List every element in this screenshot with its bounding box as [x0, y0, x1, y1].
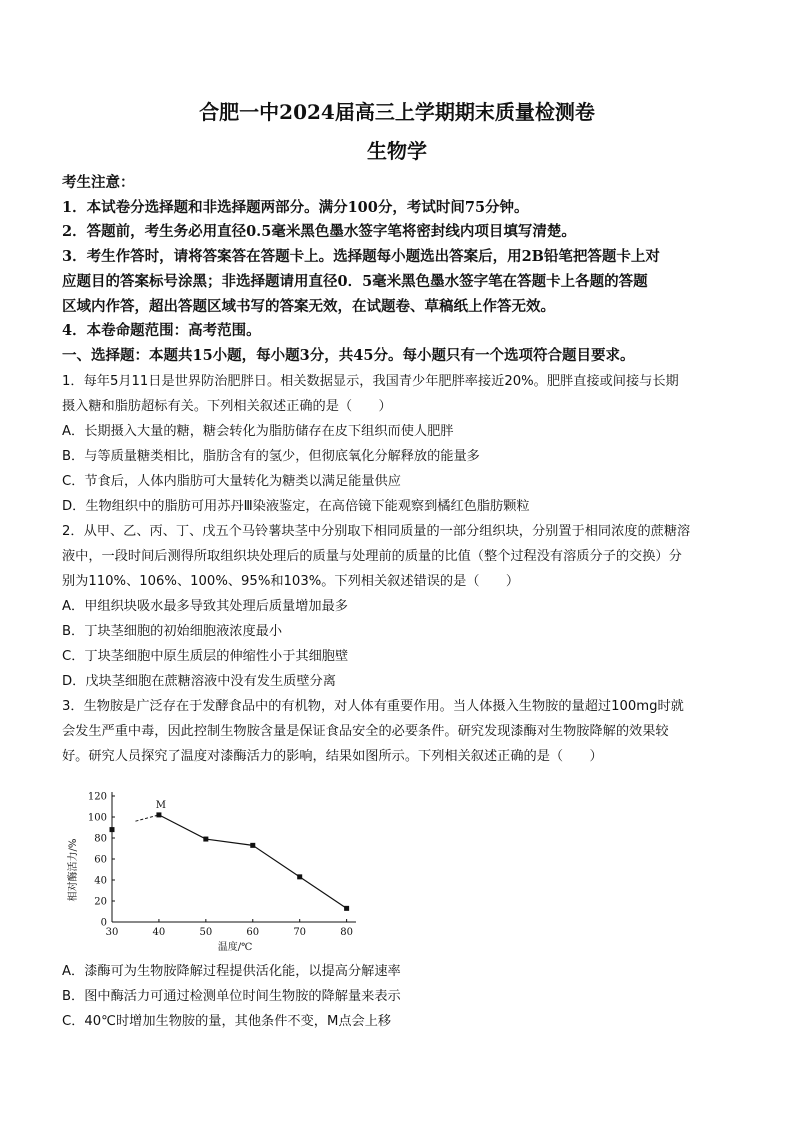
notice-3-line-1: 3．考生作答时，请将答案答在答题卡上。选择题每小题选出答案后，用2B铅笔把答题卡上对 — [62, 248, 660, 265]
notice-2: 2．答题前，考生务必用直径0.5毫米黑色墨水签字笔将密封线内项目填写清楚。 — [62, 223, 576, 240]
x-tick-label: 80 — [340, 927, 353, 938]
y-tick-label: 0 — [100, 917, 107, 929]
data-point — [250, 843, 255, 848]
q2-option-a: A．甲组织块吸水最多导致其处理后质量增加最多 — [62, 599, 348, 614]
y-tick-label: 40 — [94, 875, 107, 887]
q2-stem-line-1: 2．从甲、乙、丙、丁、戊五个马铃薯块茎中分别取下相同质量的一部分组织块，分别置于相同浓度的蔗糖溶 — [62, 524, 691, 539]
q2-option-b: B．丁块茎细胞的初始细胞液浓度最小 — [62, 624, 283, 639]
q1-option-a: A．长期摄入大量的糖，糖会转化为脂肪储存在皮下组织而使人肥胖 — [62, 424, 454, 439]
x-tick-label: 50 — [199, 927, 213, 938]
notice-3-line-3: 区域内作答，超出答题区域书写的答案无效，在试题卷、草稿纸上作答无效。 — [62, 298, 555, 315]
section-heading: 一、选择题：本题共15小题，每小题3分，共45分。每小题只有一个选项符合题目要求。 — [62, 347, 635, 364]
y-tick-label: 120 — [87, 791, 107, 803]
q3-stem-line-2: 会发生严重中毒，因此控制生物胺含量是保证食品安全的必要条件。研究发现漆酶对生物胺降解的效果较 — [62, 724, 669, 739]
q3-stem-line-1: 3．生物胺是广泛存在于发酵食品中的有机物，对人体有重要作用。当人体摄入生物胺的量超过100mg时就 — [62, 699, 684, 714]
axis-marker — [110, 827, 115, 832]
data-point — [297, 874, 302, 879]
q2-option-c: C．丁块茎细胞中原生质层的伸缩性小于其细胞壁 — [62, 649, 349, 664]
x-tick-label: 60 — [246, 927, 260, 938]
data-point — [344, 906, 349, 911]
y-tick-label: 60 — [94, 854, 107, 866]
notice-4: 4．本卷命题范围：高考范围。 — [62, 322, 261, 339]
data-point — [156, 812, 161, 817]
q1-option-c: C．节食后，人体内脂肪可大量转化为糖类以满足能量供应 — [62, 474, 401, 489]
q1-stem-line-2: 摄入糖和脂肪超标有关。下列相关叙述正确的是（ ） — [62, 399, 392, 414]
notice-1: 1．本试卷分选择题和非选择题两部分。满分100分，考试时间75分钟。 — [62, 199, 529, 216]
data-point — [203, 837, 208, 842]
chart-axes — [112, 792, 356, 922]
q2-option-d: D．戊块茎细胞在蔗糖溶液中没有发生质壁分离 — [62, 674, 336, 689]
notice-heading: 考生注意： — [62, 174, 135, 191]
chart-x-label: 温度/℃ — [217, 942, 253, 953]
q3-option-c: C．40℃时增加生物胺的量，其他条件不变，M点会上移 — [62, 1014, 392, 1029]
y-tick-label: 20 — [94, 896, 107, 908]
q3-stem-line-3: 好。研究人员探究了温度对漆酶活力的影响，结果如图所示。下列相关叙述正确的是（ ） — [62, 749, 603, 764]
q2-stem-line-3: 别为110%、106%、100%、95%和103%。下列相关叙述错误的是（ ） — [62, 574, 520, 589]
x-tick-label: 30 — [105, 927, 119, 938]
x-tick-label: 70 — [293, 927, 307, 938]
q1-option-d: D．生物组织中的脂肪可用苏丹Ⅲ染液鉴定，在高倍镜下能观察到橘红色脂肪颗粒 — [62, 499, 530, 514]
q1-option-b: B．与等质量糖类相比，脂肪含有的氢少，但彻底氧化分解释放的能量多 — [62, 449, 480, 464]
chart-y-label: 相对酶活力/% — [68, 838, 79, 902]
notice-3-line-2: 应题目的答案标号涂黑；非选择题请用直径0．5毫米黑色墨水签字笔在答题卡上各题的答题 — [62, 273, 648, 290]
series-dashed-segment — [135, 815, 158, 821]
exam-title: 合肥一中2024届高三上学期期末质量检测卷 — [199, 100, 595, 124]
series-line — [159, 815, 347, 908]
point-label-m: M — [155, 799, 167, 811]
q3-option-a: A．漆酶可为生物胺降解过程提供活化能，以提高分解速率 — [62, 964, 401, 979]
chart-series — [110, 800, 350, 911]
q3-option-b: B．图中酶活力可通过检测单位时间生物胺的降解量来表示 — [62, 989, 401, 1004]
q1-stem-line-1: 1．每年5月11日是世界防治肥胖日。相关数据显示，我国青少年肥胖率接近20%。肥胖直接或间接与长期 — [62, 374, 679, 389]
x-tick-label: 40 — [152, 927, 166, 938]
chart-ticks — [88, 792, 353, 939]
subject-title: 生物学 — [367, 139, 427, 163]
q2-stem-line-2: 液中，一段时间后测得所取组织块处理后的质量与处理前的质量的比值（整个过程没有溶质分子的交换）分 — [62, 549, 682, 564]
y-tick-label: 100 — [87, 812, 107, 824]
y-tick-label: 80 — [94, 833, 107, 845]
enzyme-activity-chart — [62, 782, 372, 957]
